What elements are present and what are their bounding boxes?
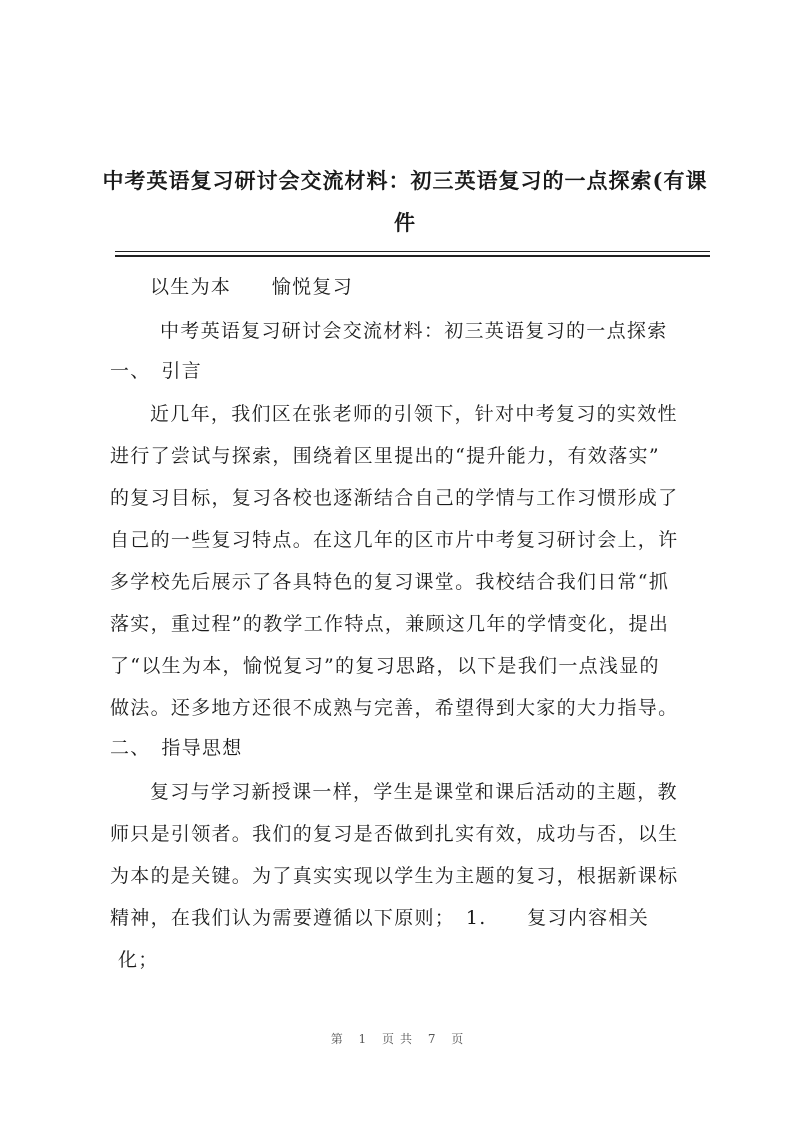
body-line: 近几年，我们区在张老师的引领下，针对中考复习的实效性: [150, 403, 678, 425]
title-divider-thick: [115, 255, 710, 257]
body-line: 做法。还多地方还很不成熟与完善，希望得到大家的大力指导。: [110, 697, 679, 719]
section-heading: 一、 引言: [110, 360, 203, 382]
body-line: 了“以生为本，愉悦复习”的复习思路，以下是我们一点浅显的: [110, 655, 660, 677]
body-line: 为本的是关键。为了真实实现以学生为主题的复习，根据新课标: [110, 865, 679, 887]
section-heading: 二、 指导思想: [110, 737, 243, 759]
subtitle-line: 以生为本 愉悦复习: [150, 276, 354, 298]
title-line-2: 件: [394, 210, 416, 235]
document-title: [100, 160, 710, 244]
title-divider-thin: [115, 251, 710, 252]
body-line: 自己的一些复习特点。在这几年的区市片中考复习研讨会上，许: [110, 529, 679, 551]
title-line-1: 中考英语复习研讨会交流材料：初三英语复习的一点探索(有课: [102, 168, 708, 193]
body-line: 化；: [118, 949, 159, 971]
body-line: 精神，在我们认为需要遵循以下原则； 1. 复习内容相关: [110, 907, 650, 929]
body-line: 复习与学习新授课一样，学生是课堂和课后活动的主题，教: [150, 781, 678, 803]
body-line: 中考英语复习研讨会交流材料：初三英语复习的一点探索: [160, 320, 668, 342]
body-line: 落实，重过程”的教学工作特点，兼顾这几年的学情变化，提出: [110, 613, 670, 635]
body-line: 师只是引领者。我们的复习是否做到扎实有效，成功与否，以生: [110, 823, 679, 845]
body-line: 多学校先后展示了各具特色的复习课堂。我校结合我们日常“抓: [110, 571, 670, 593]
page-footer: 第 1 页共 7 页: [330, 1032, 470, 1046]
body-line: 的复习目标，复习各校也逐渐结合自己的学情与工作习惯形成了: [110, 487, 679, 509]
body-line: 进行了尝试与探索，围绕着区里提出的“提升能力，有效落实”: [110, 445, 660, 467]
